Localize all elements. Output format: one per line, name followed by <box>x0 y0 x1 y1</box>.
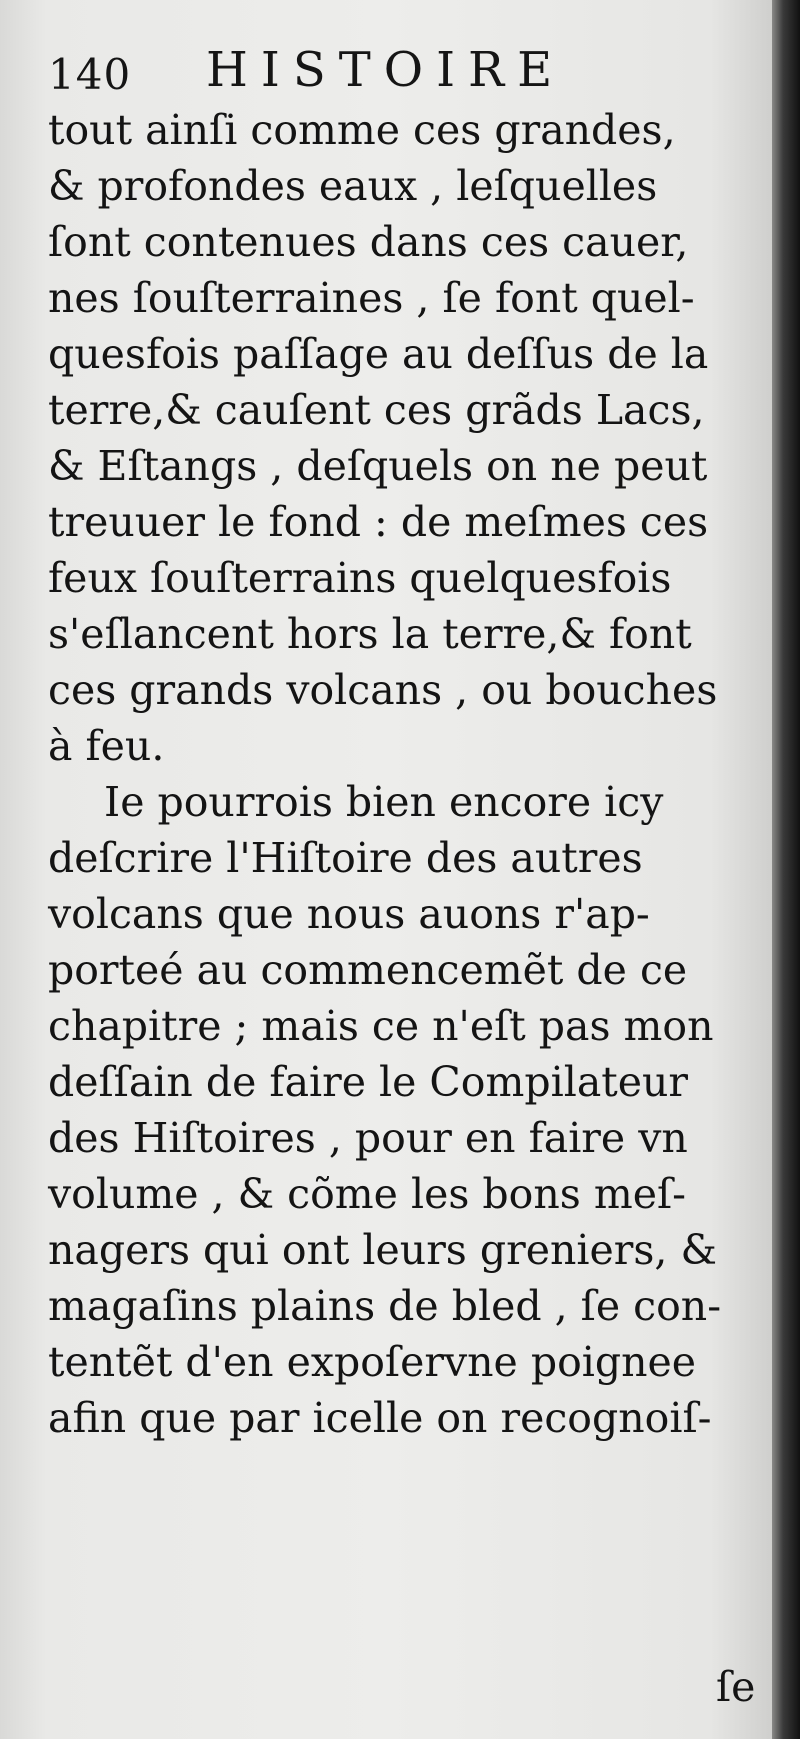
text-line: terre,& cauſent ces grãds Lacs, <box>48 386 705 434</box>
text-line: & profondes eaux , leſquelles <box>48 162 658 210</box>
text-line: chapitre ; mais ce n'eſt pas mon <box>48 1002 714 1050</box>
page-binding-shadow <box>772 0 800 1739</box>
text-line: quesfois paſſage au deſſus de la <box>48 330 709 378</box>
text-line: deſſain de faire le Compilateur <box>48 1058 689 1106</box>
text-line: volcans que nous auons r'ap- <box>48 890 650 938</box>
text-line: magaſins plains de bled , ſe con- <box>48 1282 722 1330</box>
text-line: nagers qui ont leurs greniers, & <box>48 1226 717 1274</box>
text-line: tentẽt d'en expoſervne poignee <box>48 1338 697 1386</box>
page-number: 140 <box>48 50 132 99</box>
text-line: nes ſouſterraines , ſe font quel- <box>48 274 695 322</box>
running-title: HISTOIRE <box>206 42 566 98</box>
text-line: deſcrire l'Hiſtoire des autres <box>48 834 643 882</box>
text-line: feux ſouſterrains quelquesfois <box>48 554 672 602</box>
text-line: volume , & cõme les bons meſ- <box>48 1170 686 1218</box>
paragraph-start-line: Ie pourrois bien encore icy <box>104 778 664 826</box>
catchword: ſe <box>716 1663 756 1711</box>
text-line: à feu. <box>48 722 165 770</box>
body-text <box>48 102 748 1446</box>
text-line: ſont contenues dans ces cauer, <box>48 218 689 266</box>
text-line: s'eſlancent hors la terre,& font <box>48 610 692 658</box>
text-line: afin que par icelle on recognoiſ- <box>48 1394 712 1442</box>
text-line: tout ainſi comme ces grandes, <box>48 106 676 154</box>
page-header <box>48 42 728 102</box>
text-line: treuuer le fond : de meſmes ces <box>48 498 709 546</box>
text-line: & Eſtangs , deſquels on ne peut <box>48 442 708 490</box>
text-line: ces grands volcans , ou bouches <box>48 666 718 714</box>
text-line: des Hiſtoires , pour en faire vn <box>48 1114 688 1162</box>
text-line: porteé au commencemẽt de ce <box>48 946 688 994</box>
